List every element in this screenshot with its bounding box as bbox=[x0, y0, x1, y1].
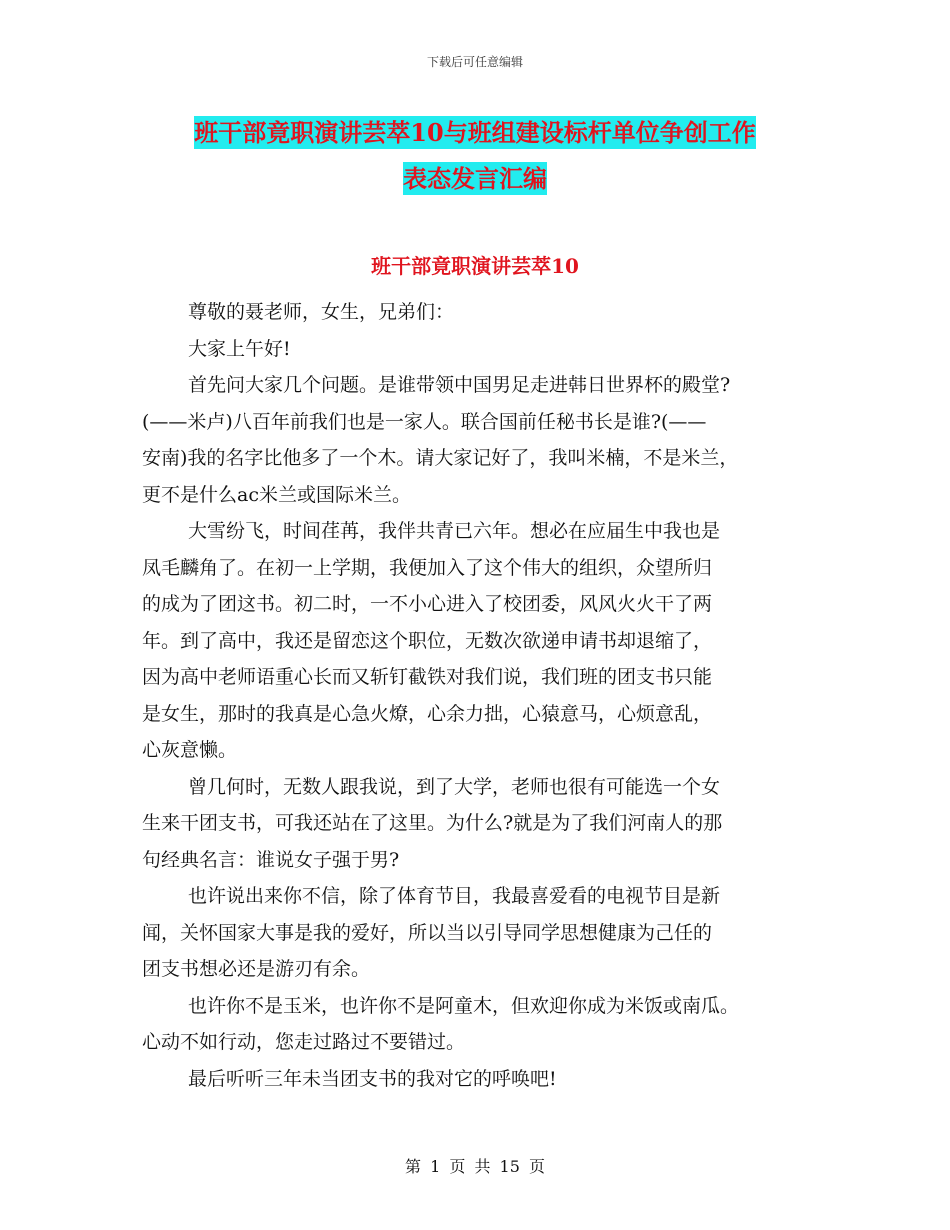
page-footer: 第 1 页 共 15 页 bbox=[405, 1157, 545, 1176]
paragraph-line: 更不是什么ac米兰或国际米兰。 bbox=[142, 483, 411, 506]
paragraph-line: 曾几何时，无数人跟我说，到了大学，老师也很有可能选一个女 bbox=[188, 775, 721, 798]
paragraph-line: 的成为了团这书。初二时，一不小心进入了校团委，风风火火干了两 bbox=[142, 593, 713, 615]
paragraph-line: 也许你不是玉米，也许你不是阿童木，但欢迎你成为米饭或南瓜。 bbox=[188, 994, 740, 1017]
paragraph-line: 心灰意懒。 bbox=[142, 739, 238, 761]
paragraph-line: 句经典名言：谁说女子强于男? bbox=[142, 848, 400, 871]
paragraph-line: 年。到了高中，我还是留恋这个职位，无数次欲递申请书却退缩了， bbox=[142, 629, 713, 652]
paragraph bbox=[142, 294, 812, 331]
paragraph-line: 最后听听三年未当团支书的我对它的呼唤吧! bbox=[188, 1067, 557, 1090]
paragraph-line: (——米卢)八百年前我们也是一家人。联合国前任秘书长是谁?(—— bbox=[142, 410, 707, 433]
paragraph-line: 大雪纷飞，时间荏苒，我伴共青已六年。想必在应届生中我也是 bbox=[188, 520, 721, 542]
document-title-line-1: 班干部竟职演讲芸萃10与班组建设标杆单位争创工作 bbox=[194, 118, 756, 147]
paragraph bbox=[142, 513, 812, 769]
paragraph-line: 心动不如行动，您走过路过不要错过。 bbox=[142, 1031, 466, 1053]
paragraph-line: 生来干团支书，可我还站在了这里。为什么?就是为了我们河南人的那 bbox=[142, 812, 723, 834]
paragraph-line: 闻，关怀国家大事是我的爱好，所以当以引导同学思想健康为己任的 bbox=[142, 921, 713, 944]
document-title bbox=[0, 110, 950, 202]
paragraph bbox=[142, 988, 812, 1061]
paragraph-line: 尊敬的聂老师，女生，兄弟们： bbox=[188, 301, 455, 323]
paragraph-line: 团支书想必还是游刃有余。 bbox=[142, 958, 371, 980]
header-note: 下载后可任意编辑 bbox=[426, 55, 523, 69]
document-title-line-2: 表态发言汇编 bbox=[403, 164, 547, 193]
paragraph-line: 安南)我的名字比他多了一个木。请大家记好了，我叫米楠，不是米兰， bbox=[142, 447, 739, 469]
paragraph-line: 也许说出来你不信，除了体育节目，我最喜爱看的电视节目是新 bbox=[188, 885, 721, 907]
paragraph bbox=[142, 878, 812, 988]
paragraph-line: 首先问大家几个问题。是谁带领中国男足走进韩日世界杯的殿堂? bbox=[188, 374, 731, 396]
paragraph bbox=[142, 769, 812, 879]
paragraph-line: 大家上午好! bbox=[188, 337, 291, 360]
paragraph-line: 凤毛麟角了。在初一上学期，我便加入了这个伟大的组织，众望所归 bbox=[142, 556, 713, 579]
paragraph-line: 是女生，那时的我真是心急火燎，心余力拙，心猿意马，心烦意乱， bbox=[142, 702, 713, 725]
body-text bbox=[142, 294, 812, 1097]
section-title: 班干部竟职演讲芸萃10 bbox=[371, 254, 579, 278]
paragraph-line: 因为高中老师语重心长而又斩钉截铁对我们说，我们班的团支书只能 bbox=[142, 666, 713, 688]
paragraph bbox=[142, 331, 812, 368]
paragraph bbox=[142, 367, 812, 513]
paragraph bbox=[142, 1061, 812, 1098]
